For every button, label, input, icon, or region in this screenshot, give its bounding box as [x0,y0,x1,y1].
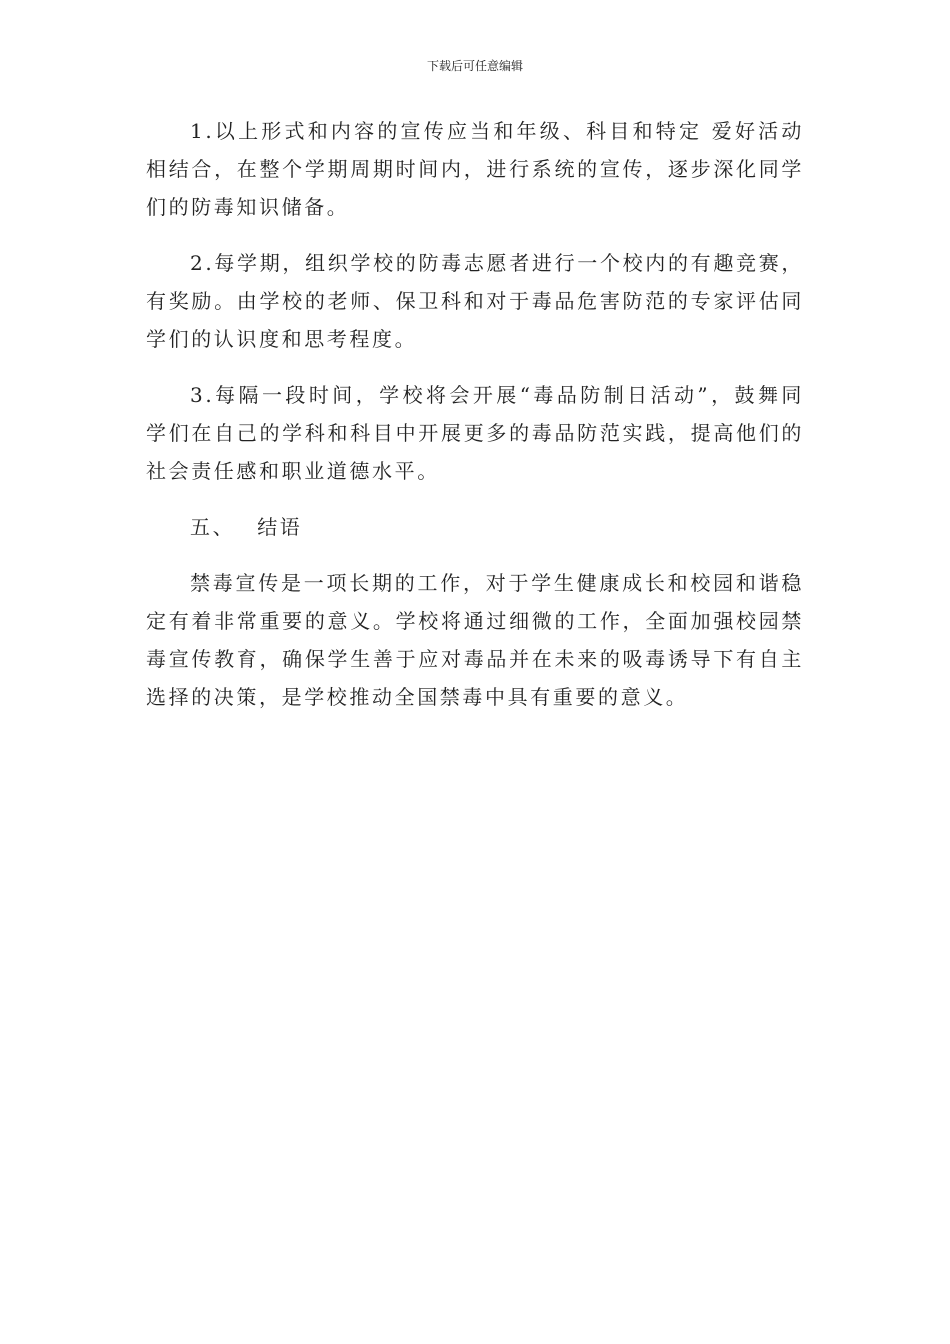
document-body [146,112,804,734]
paragraph-item-2: 2.每学期，组织学校的防毒志愿者进行一个校内的有趣竞赛，有奖励。由学校的老师、保卫科和对于毒品危害防范的专家评估同学们的认识度和思考程度。 [146,251,804,351]
paragraph-item-3: 3.每隔一段时间，学校将会开展“毒品防制日活动”，鼓舞同学们在自己的学科和科目中开展更多的毒品防范实践，提高他们的社会责任感和职业道德水平。 [146,383,804,483]
conclusion-paragraph: 禁毒宣传是一项长期的工作，对于学生健康成长和校园和谐稳定有着非常重要的意义。学校将通过细微的工作，全面加强校园禁毒宣传教育，确保学生善于应对毒品并在未来的吸毒诱导下有自主选择的决策，是学校推动全国禁毒中具有重要的意义。 [146,571,804,709]
section-title: 结语 [257,515,303,539]
page-header: 下载后可任意编辑 [426,59,523,73]
section-heading [146,508,804,546]
section-number: 五、 [190,515,236,539]
paragraph-item-1: 1.以上形式和内容的宣传应当和年级、科目和特定 爱好活动相结合，在整个学期周期时间内，进行系统的宣传，逐步深化同学们的防毒知识储备。 [146,119,804,219]
